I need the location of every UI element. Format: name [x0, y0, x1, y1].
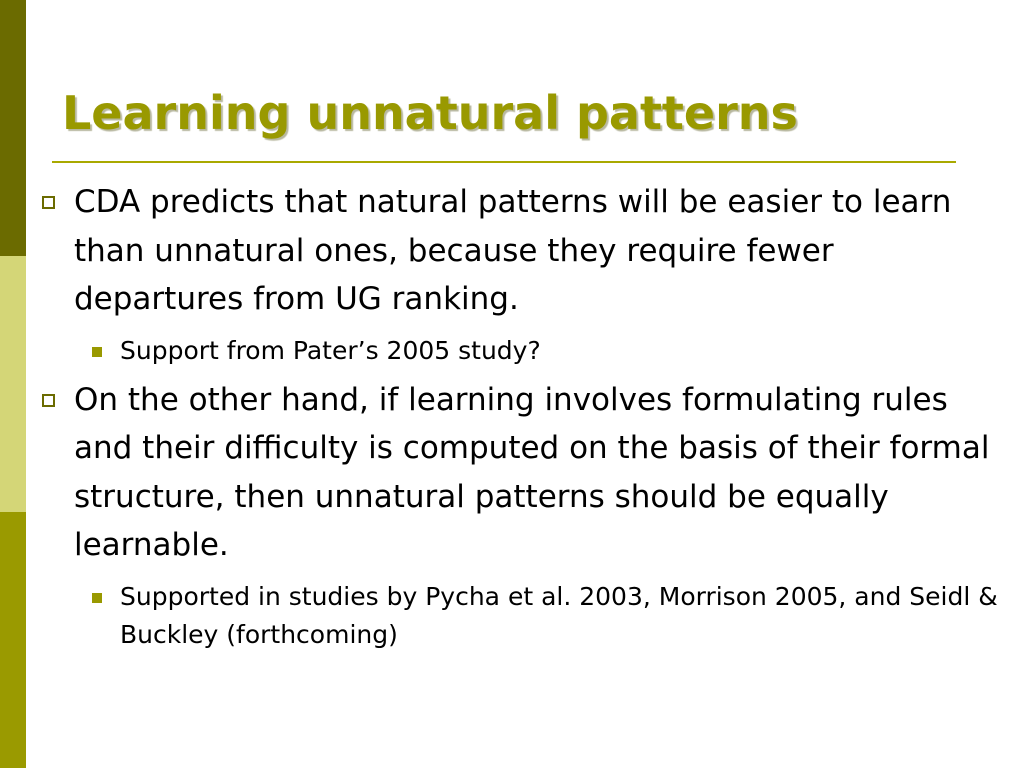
sidebar-band-bottom [0, 512, 26, 768]
slide-title: Learning unnatural patterns [62, 86, 798, 140]
bullet-text: On the other hand, if learning involves formulating rules and their difficulty is computed on the basis of their formal structure, then unnatural patterns should be equally learnable. [74, 381, 990, 563]
bullet-text: CDA predicts that natural patterns will be easier to learn than unnatural ones, because they require fewer departures from UG ranking. [74, 184, 952, 317]
bullet-item [36, 376, 1011, 570]
sidebar-band-middle [0, 256, 26, 512]
filled-square-bullet-icon [92, 593, 102, 603]
slide-body [36, 178, 1011, 654]
hollow-square-bullet-icon [42, 196, 55, 209]
sub-bullet-text: Support from Pater’s 2005 study? [120, 335, 541, 365]
sidebar-band-top [0, 0, 26, 256]
filled-square-bullet-icon [92, 347, 102, 357]
hollow-square-bullet-icon [42, 394, 55, 407]
title-underline [52, 161, 956, 163]
sub-bullet-item [36, 578, 1011, 654]
sub-bullet-text: Supported in studies by Pycha et al. 2003, Morrison 2005, and Seidl & Buckley (forthcoming) [120, 581, 998, 649]
bullet-item [36, 178, 1011, 324]
sub-bullet-item [36, 332, 1011, 370]
